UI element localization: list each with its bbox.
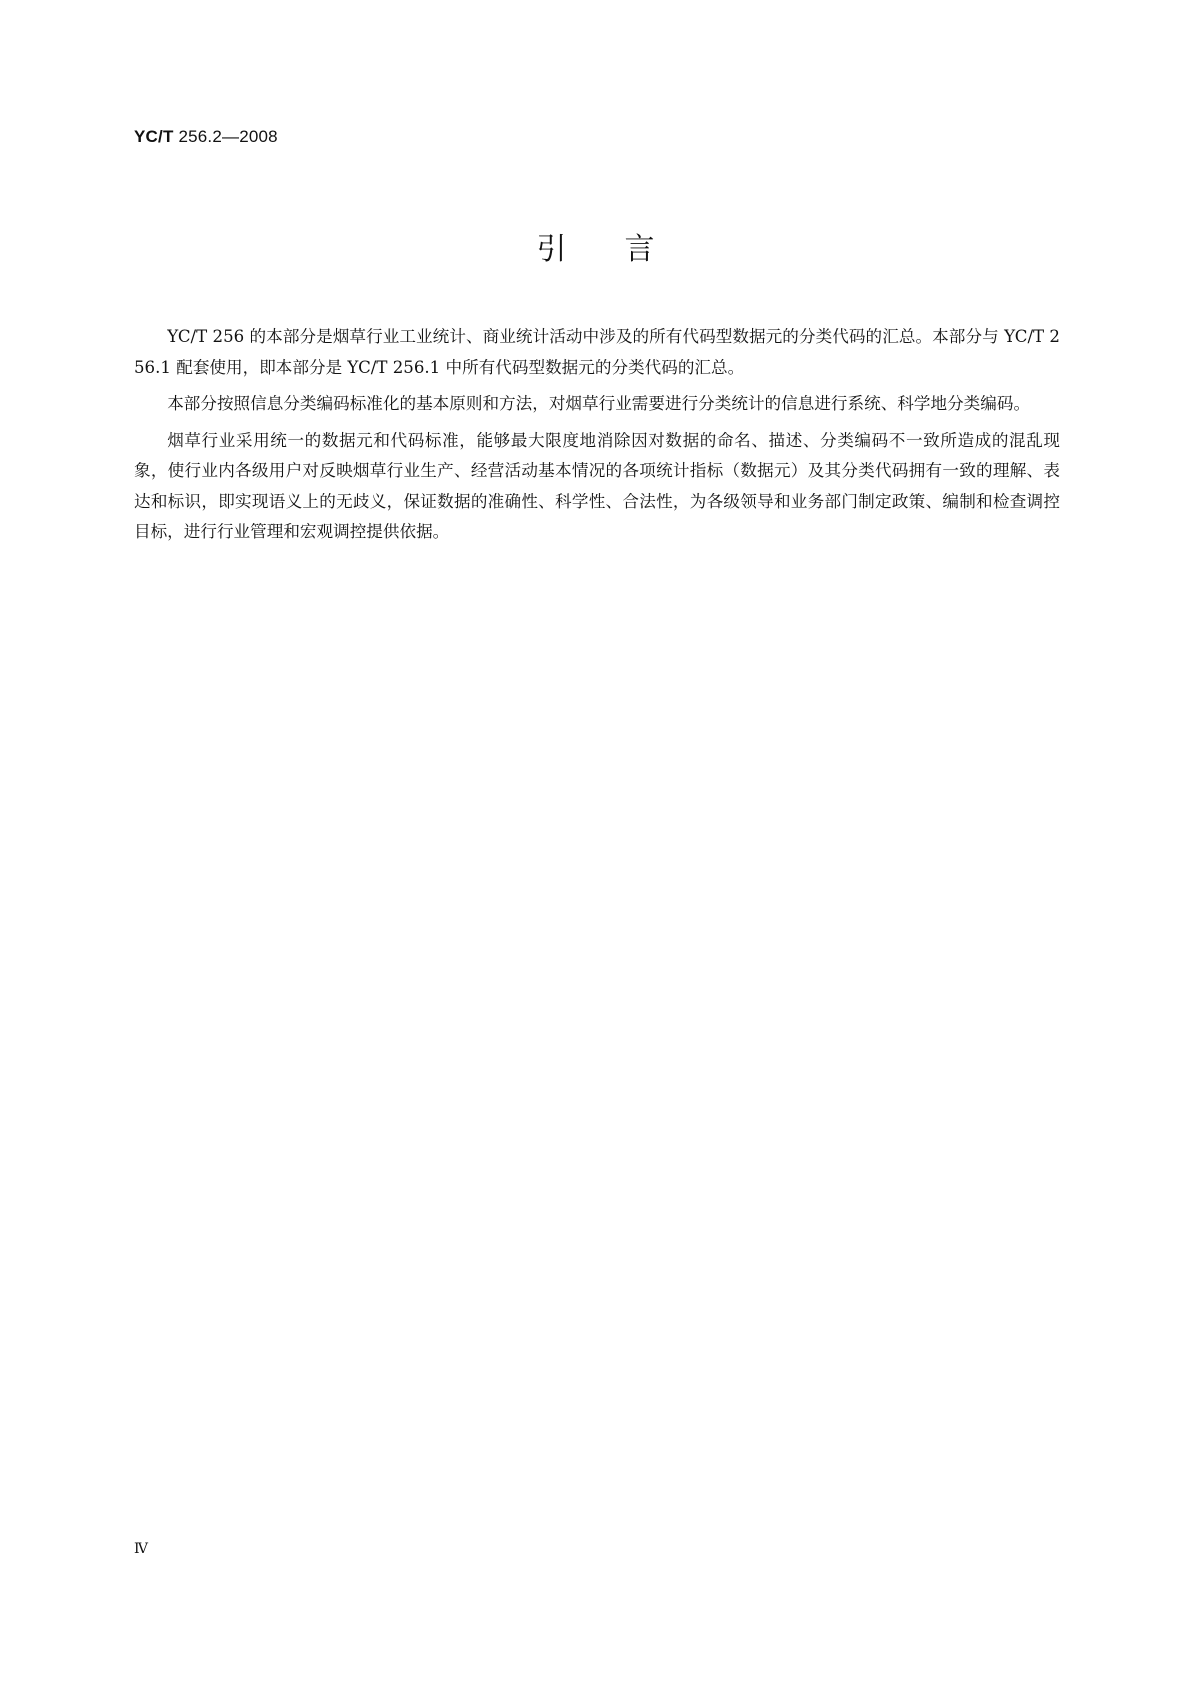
paragraph-3: 烟草行业采用统一的数据元和代码标准，能够最大限度地消除因对数据的命名、描述、分类编码不一致所造成的混乱现象，使行业内各级用户对反映烟草行业生产、经营活动基本情况的各项统计指标（数据元）及其分类代码拥有一致的理解、表达和标识，即实现语义上的无歧义，保证数据的准确性、科学性、合法性，为各级领导和业务部门制定政策、编制和检查调控目标，进行行业管理和宏观调控提供依据。 bbox=[134, 430, 1060, 541]
page-number: Ⅳ bbox=[134, 1541, 148, 1557]
standard-code-prefix: YC/T bbox=[134, 127, 174, 146]
paragraph-1: YC/T 256 的本部分是烟草行业工业统计、商业统计活动中涉及的所有代码型数据元的分类代码的汇总。本部分与 YC/T 256.1 配套使用，即本部分是 YC/T 256.1 中所有代码型数据元的分类代码的汇总。 bbox=[134, 327, 1060, 377]
paragraph-2: 本部分按照信息分类编码标准化的基本原则和方法，对烟草行业需要进行分类统计的信息进行系统、科学地分类编码。 bbox=[167, 394, 1031, 413]
page-title: 引言 bbox=[536, 232, 713, 267]
standard-code-number: 256.2—2008 bbox=[178, 127, 278, 146]
standard-code-header bbox=[134, 127, 278, 147]
introduction-body bbox=[134, 322, 1060, 554]
